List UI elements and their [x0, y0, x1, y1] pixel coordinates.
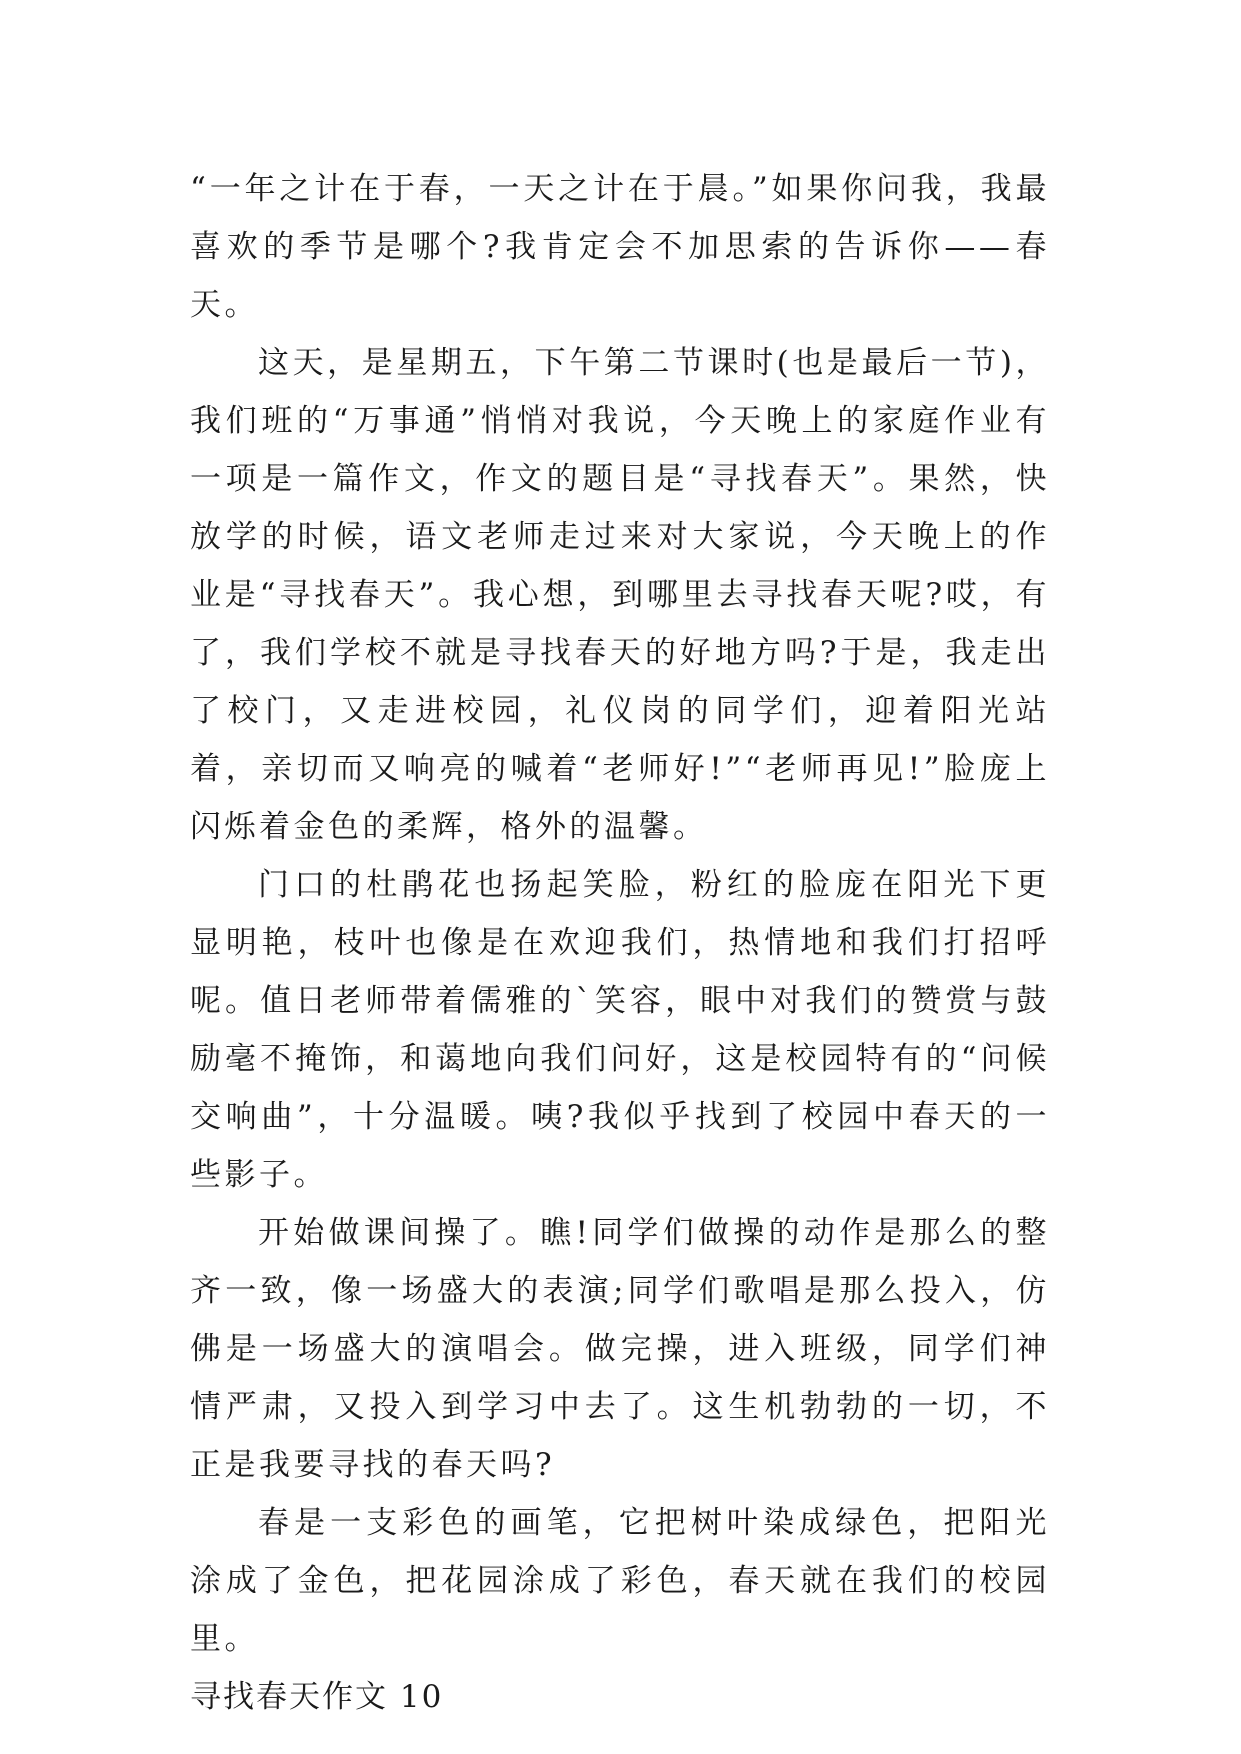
next-essay-heading: 寻找春天作文 10 — [190, 1679, 444, 1715]
paragraph-1: “一年之计在于春，一天之计在于晨。”如果你问我，我最喜欢的季节是哪个?我肯定会不加思索的告诉你——春天。 — [190, 171, 1050, 323]
paragraph-3: 门口的杜鹃花也扬起笑脸，粉红的脸庞在阳光下更显明艳，枝叶也像是在欢迎我们，热情地和我们打招呼呢。值日老师带着儒雅的`笑容，眼中对我们的赞赏与鼓励毫不掩饰，和蔼地向我们问好，这是校园特有的“问候交响曲”，十分温暖。咦?我似乎找到了校园中春天的一些影子。 — [190, 867, 1050, 1193]
document-page — [190, 160, 1050, 1726]
paragraph-4: 开始做课间操了。瞧!同学们做操的动作是那么的整齐一致，像一场盛大的表演;同学们歌唱是那么投入，仿佛是一场盛大的演唱会。做完操，进入班级，同学们神情严肃，又投入到学习中去了。这生机勃勃的一切，不正是我要寻找的春天吗? — [190, 1215, 1050, 1483]
paragraph-5: 春是一支彩色的画笔，它把树叶染成绿色，把阳光涂成了金色，把花园涂成了彩色，春天就在我们的校园里。 — [190, 1505, 1050, 1657]
paragraph-2: 这天，是星期五，下午第二节课时(也是最后一节)，我们班的“万事通”悄悄对我说，今天晚上的家庭作业有一项是一篇作文，作文的题目是“寻找春天”。果然，快放学的时候，语文老师走过来对大家说，今天晚上的作业是“寻找春天”。我心想，到哪里去寻找春天呢?哎，有了，我们学校不就是寻找春天的好地方吗?于是，我走出了校门，又走进校园，礼仪岗的同学们，迎着阳光站着，亲切而又响亮的喊着“老师好!”“老师再见!”脸庞上闪烁着金色的柔辉，格外的温馨。 — [190, 345, 1050, 845]
